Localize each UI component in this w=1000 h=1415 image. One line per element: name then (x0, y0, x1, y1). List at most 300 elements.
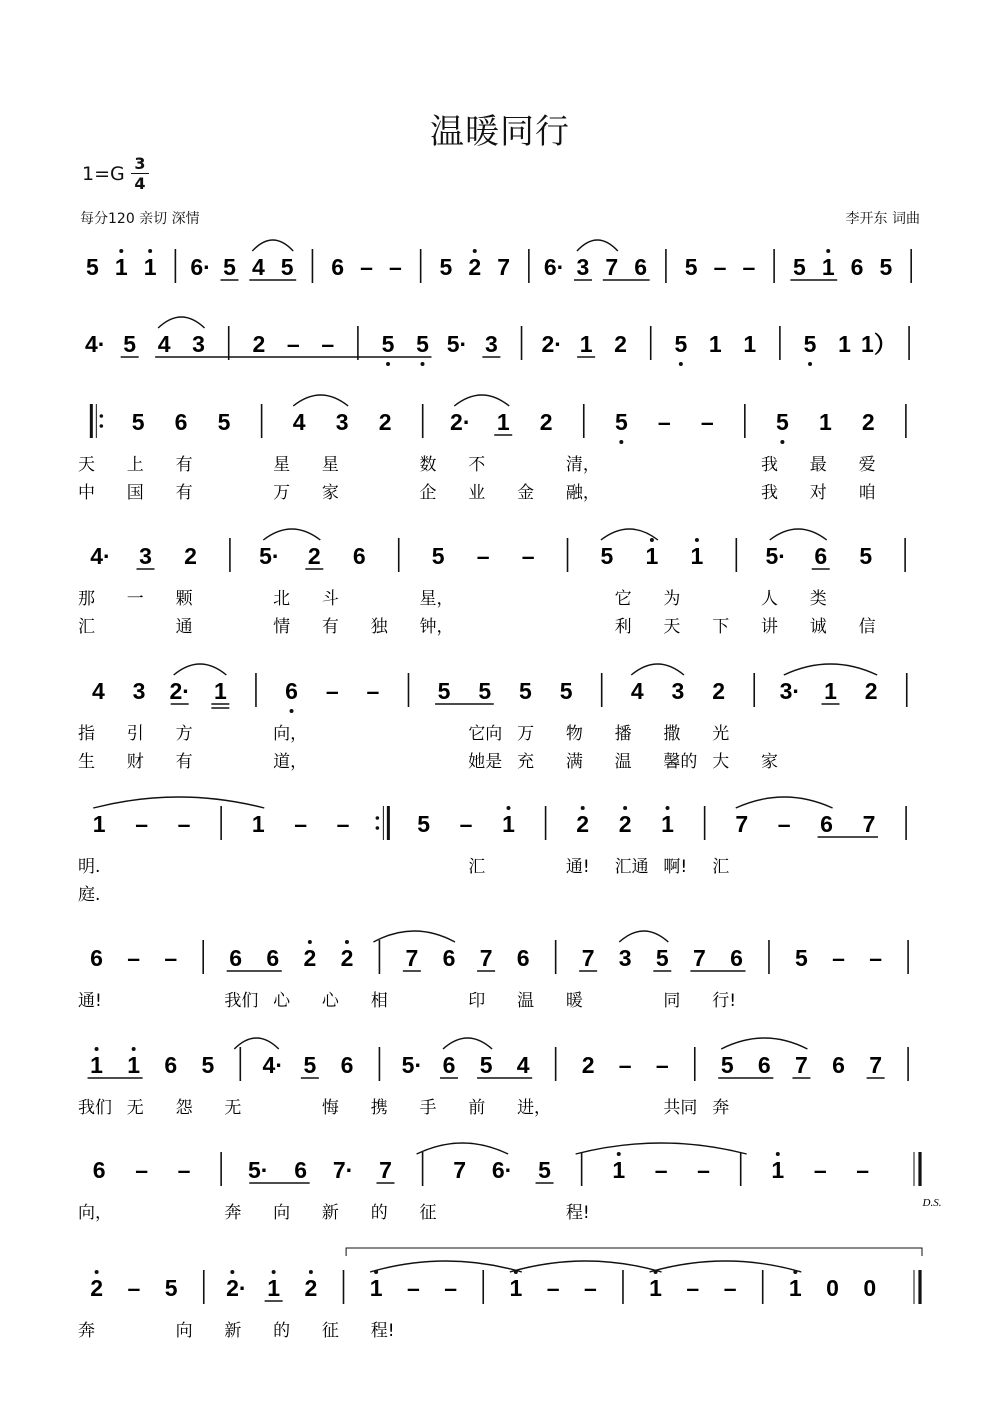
note: 6 (516, 945, 530, 971)
song-title: 温暖同行 (430, 112, 570, 152)
lyric: 通 (175, 617, 193, 637)
lyric: 星 (321, 455, 339, 475)
lyric: 携 (370, 1098, 388, 1118)
lyric: 播 (614, 724, 632, 744)
note: 1 (821, 254, 835, 280)
lyric: 金 (517, 483, 535, 503)
note: 6 (164, 1052, 178, 1078)
lyric: 充 (517, 752, 535, 772)
note: 6 (340, 1052, 354, 1078)
note: 6 (820, 811, 833, 837)
note: – (654, 1157, 668, 1183)
note: 1 (838, 331, 851, 357)
lyric: 汇通 (614, 857, 649, 877)
high-octave-dot (119, 249, 123, 253)
high-octave-dot (345, 940, 349, 944)
lyric: 我 (761, 483, 779, 503)
note: 7· (332, 1157, 354, 1183)
slur (631, 664, 684, 675)
note: – (655, 1052, 669, 1078)
lyric: 我们 (224, 991, 259, 1011)
lyric: 征 (419, 1203, 437, 1223)
note: 4 (292, 409, 306, 435)
note: 2· (541, 331, 562, 357)
lyric: 向 (273, 1203, 291, 1223)
repeat-dot (376, 826, 380, 830)
lyric: 爱 (858, 455, 876, 475)
lyric: 光 (712, 724, 730, 744)
author-credit: 李开东 词曲 (845, 211, 920, 227)
lyric: 向， (273, 724, 308, 744)
high-octave-dot (617, 1152, 621, 1156)
lyric: 方 (175, 724, 193, 744)
slur (373, 931, 455, 942)
note: 1 (612, 1157, 626, 1183)
note: 4 (630, 678, 644, 704)
note: – (686, 1275, 700, 1301)
note: 7 (497, 254, 511, 280)
lyric: 上 (126, 455, 144, 475)
lyric: 征 (321, 1321, 339, 1341)
tempo-marking: 每分120 亲切 深情 (80, 211, 200, 227)
note: 3 (671, 678, 685, 704)
slur (263, 529, 320, 540)
slur (601, 529, 658, 540)
note: 5 (859, 543, 873, 569)
note: 6 (832, 1052, 845, 1078)
note: 3 (576, 254, 590, 280)
lyric: 天 (78, 455, 95, 475)
lyric: 温 (517, 991, 535, 1011)
note: 7 (479, 945, 493, 971)
note: 3 (484, 331, 498, 357)
lyric: 心 (273, 991, 291, 1011)
note: 2 (864, 678, 878, 704)
note: 5 (776, 409, 789, 435)
lyric: 我们 (78, 1098, 112, 1118)
note: 2· (450, 409, 471, 435)
note: – (177, 811, 191, 837)
slur (619, 931, 668, 942)
lyric: 有 (321, 617, 339, 637)
high-octave-dot (230, 1270, 234, 1274)
lyric: 汇 (468, 857, 486, 877)
note: 2 (303, 945, 317, 971)
key-signature: 1=G (82, 163, 125, 185)
slur (650, 1261, 802, 1272)
note: 5 (538, 1157, 551, 1183)
note: 4· (262, 1052, 283, 1078)
note: 7 (869, 1052, 883, 1078)
note: 1 (213, 678, 227, 704)
note: – (583, 1275, 597, 1301)
note: 1 (502, 811, 515, 837)
note: 5 (201, 1052, 215, 1078)
note: – (713, 254, 727, 280)
note: 1 (771, 1157, 785, 1183)
lyric: 暖 (565, 991, 583, 1011)
note: 2 (304, 1275, 318, 1301)
lyric: 大 (712, 752, 730, 772)
note: 6 (92, 1157, 106, 1183)
note: 6 (442, 1052, 456, 1078)
lyric: 啊! (663, 857, 688, 877)
note: 1 (818, 409, 832, 435)
lyric: 有 (175, 455, 193, 475)
note: – (618, 1052, 632, 1078)
note: 6 (331, 254, 345, 280)
note: 6 (352, 543, 366, 569)
lyric: 它 (614, 589, 632, 609)
note: – (127, 1275, 141, 1301)
note: – (700, 409, 714, 435)
note: – (521, 543, 535, 569)
note: 1 (690, 543, 704, 569)
lyric: 国 (126, 483, 144, 503)
high-octave-dot (95, 1270, 99, 1274)
note: 5 (879, 254, 893, 280)
note: 6 (730, 945, 743, 971)
lyric: 的 (370, 1203, 388, 1223)
high-octave-dot (623, 806, 627, 810)
lyric: 讲 (761, 617, 779, 637)
note: 6 (757, 1052, 771, 1078)
note: 1 (649, 1275, 662, 1301)
time-signature-bottom: 4 (134, 174, 146, 193)
low-octave-dot (386, 362, 390, 366)
high-octave-dot (695, 538, 699, 542)
note: – (657, 409, 671, 435)
lyric: 不 (468, 455, 486, 475)
note: 1 (92, 811, 106, 837)
lyric: 家 (761, 752, 779, 772)
lyric: 独 (370, 617, 388, 637)
note: 5 (559, 678, 573, 704)
high-octave-dot (650, 538, 654, 542)
note: 2 (340, 945, 354, 971)
note: 6 (814, 543, 828, 569)
note: 5 (478, 678, 492, 704)
note: – (697, 1157, 710, 1183)
lyric: 生 (78, 752, 95, 772)
note: – (832, 945, 845, 971)
lyric: 一 (126, 589, 144, 609)
lyric: 满 (565, 752, 583, 772)
note: 2 (184, 543, 197, 569)
note: 5 (674, 331, 688, 357)
low-octave-dot (808, 362, 812, 366)
lyric: 万 (517, 724, 535, 744)
high-octave-dot (309, 1270, 313, 1274)
note: 6· (543, 254, 565, 280)
note: – (325, 678, 339, 704)
note: – (813, 1157, 827, 1183)
high-octave-dot (776, 1152, 780, 1156)
note: 2 (307, 543, 321, 569)
note: 5 (720, 1052, 734, 1078)
note: – (723, 1275, 737, 1301)
lyric: 的 (273, 1321, 291, 1341)
slur (293, 395, 348, 406)
lyric: 温 (614, 752, 632, 772)
note: 2· (169, 678, 190, 704)
lyric: 通! (78, 991, 102, 1011)
high-octave-dot (666, 806, 670, 810)
ds-mark: D.S. (922, 1197, 942, 1209)
note: 5 (280, 254, 294, 280)
note: 5 (86, 254, 99, 280)
slur (721, 1038, 807, 1049)
note: 5 (655, 945, 669, 971)
note: 6 (90, 945, 103, 971)
slur (252, 240, 293, 251)
lyric: 印 (468, 991, 486, 1011)
lyric: 星 (273, 455, 291, 475)
note: 6 (285, 678, 298, 704)
note: – (389, 254, 402, 280)
note: 5 (684, 254, 698, 280)
lyric: 信 (858, 617, 876, 637)
lyric: 数 (419, 455, 437, 475)
note: 1 (824, 678, 837, 704)
lyric: 道， (273, 752, 308, 772)
lyric: 同 (663, 991, 681, 1011)
lyric: 有 (175, 483, 193, 503)
note: – (366, 678, 380, 704)
slur (158, 317, 204, 328)
note: 7 (453, 1157, 467, 1183)
high-octave-dot (132, 1047, 136, 1051)
note: 6· (190, 254, 211, 280)
high-octave-dot (272, 1270, 276, 1274)
note: – (164, 945, 178, 971)
note: 7 (405, 945, 419, 971)
note: – (321, 331, 335, 357)
lyric: 有 (175, 752, 193, 772)
lyric: 财 (126, 752, 144, 772)
lyric: 向， (78, 1203, 112, 1223)
note: – (135, 811, 149, 837)
note: 7 (795, 1052, 808, 1078)
lyric: 斗 (321, 589, 339, 609)
note: – (869, 945, 883, 971)
note: 2 (378, 409, 392, 435)
high-octave-dot (95, 1047, 99, 1051)
lyric: 程! (370, 1321, 395, 1341)
note: 2 (581, 1052, 595, 1078)
note: – (127, 945, 141, 971)
note: 5 (439, 254, 453, 280)
note: 5 (519, 678, 532, 704)
note: – (742, 254, 756, 280)
note: 5 (417, 811, 431, 837)
lyric: 馨的 (663, 752, 698, 772)
lyric: 它向 (468, 724, 503, 744)
note: 5· (765, 543, 786, 569)
note: 4 (251, 254, 265, 280)
slur (576, 1143, 747, 1154)
note: – (476, 543, 490, 569)
note: 2· (226, 1275, 247, 1301)
lyric: 向 (175, 1321, 193, 1341)
ending-bracket (346, 1248, 922, 1256)
note: 6· (491, 1157, 513, 1183)
lyric: 最 (809, 455, 827, 475)
note: 2 (712, 678, 726, 704)
note: 3 (139, 543, 152, 569)
lyric: 利 (614, 617, 632, 637)
slur (577, 240, 618, 251)
note: 5 (795, 945, 808, 971)
lyric: 我 (761, 455, 779, 475)
note: 5· (259, 543, 280, 569)
lyric: 通! (565, 857, 590, 877)
note: 5 (223, 254, 236, 280)
note: 6 (174, 409, 188, 435)
high-octave-dot (506, 806, 510, 810)
lyric: 业 (468, 483, 486, 503)
lyric: 汇 (712, 857, 730, 877)
note: 3 (192, 331, 205, 357)
note: – (135, 1157, 149, 1183)
note: 4 (157, 331, 171, 357)
lyric: 物 (565, 724, 583, 744)
high-octave-dot (473, 249, 477, 253)
note: 2 (468, 254, 482, 280)
note: 2 (614, 331, 627, 357)
note: 6 (442, 945, 456, 971)
slur (417, 1143, 509, 1154)
note: 5 (217, 409, 231, 435)
lyric: 奔 (78, 1321, 95, 1341)
slur (454, 395, 509, 406)
repeat-dot (100, 424, 104, 428)
note: 1 (369, 1275, 383, 1301)
note: – (777, 811, 791, 837)
note: 5 (479, 1052, 493, 1078)
lyric: 颗 (175, 589, 193, 609)
note: – (294, 811, 308, 837)
lyric: 相 (370, 991, 388, 1011)
lyric: 明. (78, 857, 101, 877)
lyric: 怨 (175, 1098, 193, 1118)
low-octave-dot (290, 709, 294, 713)
note: 5 (131, 409, 145, 435)
lyric: 奔 (224, 1203, 242, 1223)
note: 1 (788, 1275, 802, 1301)
note: 6 (850, 254, 864, 280)
low-octave-dot (420, 362, 424, 366)
note: 1 (127, 1052, 141, 1078)
note: – (444, 1275, 458, 1301)
note: 0 (863, 1275, 877, 1301)
high-octave-dot (581, 806, 585, 810)
note: 7 (862, 811, 876, 837)
note: 5· (446, 331, 468, 357)
lyric: 钟， (419, 617, 454, 637)
lyric: 那 (78, 589, 95, 609)
note: 6 (229, 945, 243, 971)
note: 2 (539, 409, 553, 435)
note: 5 (303, 1052, 317, 1078)
time-signature-top: 3 (131, 154, 149, 174)
lyric: 悔 (321, 1098, 339, 1118)
lyric: 家 (321, 483, 339, 503)
note: 6 (294, 1157, 308, 1183)
note: 1 (496, 409, 510, 435)
lyric: 程! (565, 1203, 590, 1223)
lyric: 北 (273, 589, 291, 609)
lyric: 无 (224, 1098, 242, 1118)
lyric: 共同 (663, 1098, 698, 1118)
note: 7 (605, 254, 619, 280)
note: 5· (248, 1157, 269, 1183)
lyric: 星， (419, 589, 454, 609)
lyric: 对 (809, 483, 827, 503)
lyric: 情 (273, 617, 291, 637)
note: 1 (645, 543, 659, 569)
lyric: 融， (565, 483, 600, 503)
slur (510, 1261, 662, 1272)
note: 4· (90, 543, 111, 569)
lyric: 她是 (468, 752, 503, 772)
high-octave-dot (308, 940, 312, 944)
lyric: 汇 (78, 617, 95, 637)
note: – (459, 811, 473, 837)
note: 0 (826, 1275, 839, 1301)
lyric: 手 (419, 1098, 437, 1118)
note: 4· (84, 331, 106, 357)
note: – (336, 811, 350, 837)
note: 5· (401, 1052, 423, 1078)
low-octave-dot (679, 362, 683, 366)
lyric: 咱 (858, 483, 876, 503)
note: 1 (579, 331, 593, 357)
note: 2 (618, 811, 632, 837)
note: – (546, 1275, 560, 1301)
note: 1） (861, 331, 897, 357)
lyric: 撒 (663, 724, 681, 744)
lyric: 前 (468, 1098, 486, 1118)
high-octave-dot (826, 249, 830, 253)
note: 2 (576, 811, 590, 837)
note: 4 (91, 678, 105, 704)
note: 7 (581, 945, 595, 971)
note: 5 (164, 1275, 178, 1301)
lyric: 心 (321, 991, 339, 1011)
note: 3 (618, 945, 632, 971)
note: 7 (735, 811, 749, 837)
lyric: 为 (663, 589, 681, 609)
note: 1 (90, 1052, 103, 1078)
note: 5 (123, 331, 137, 357)
note: 3 (132, 678, 146, 704)
note: 1 (708, 331, 722, 357)
note: 5 (416, 331, 429, 357)
note: 3· (779, 678, 801, 704)
note: 4 (516, 1052, 530, 1078)
lyric: 中 (78, 483, 95, 503)
note: 2 (90, 1275, 104, 1301)
note: 1 (661, 811, 674, 837)
lyric: 类 (809, 589, 827, 609)
note: 1 (509, 1275, 523, 1301)
lyric: 诚 (809, 617, 827, 637)
slur (443, 1038, 492, 1049)
lyric: 指 (78, 724, 95, 744)
slur (784, 664, 877, 675)
note: 5 (803, 331, 817, 357)
